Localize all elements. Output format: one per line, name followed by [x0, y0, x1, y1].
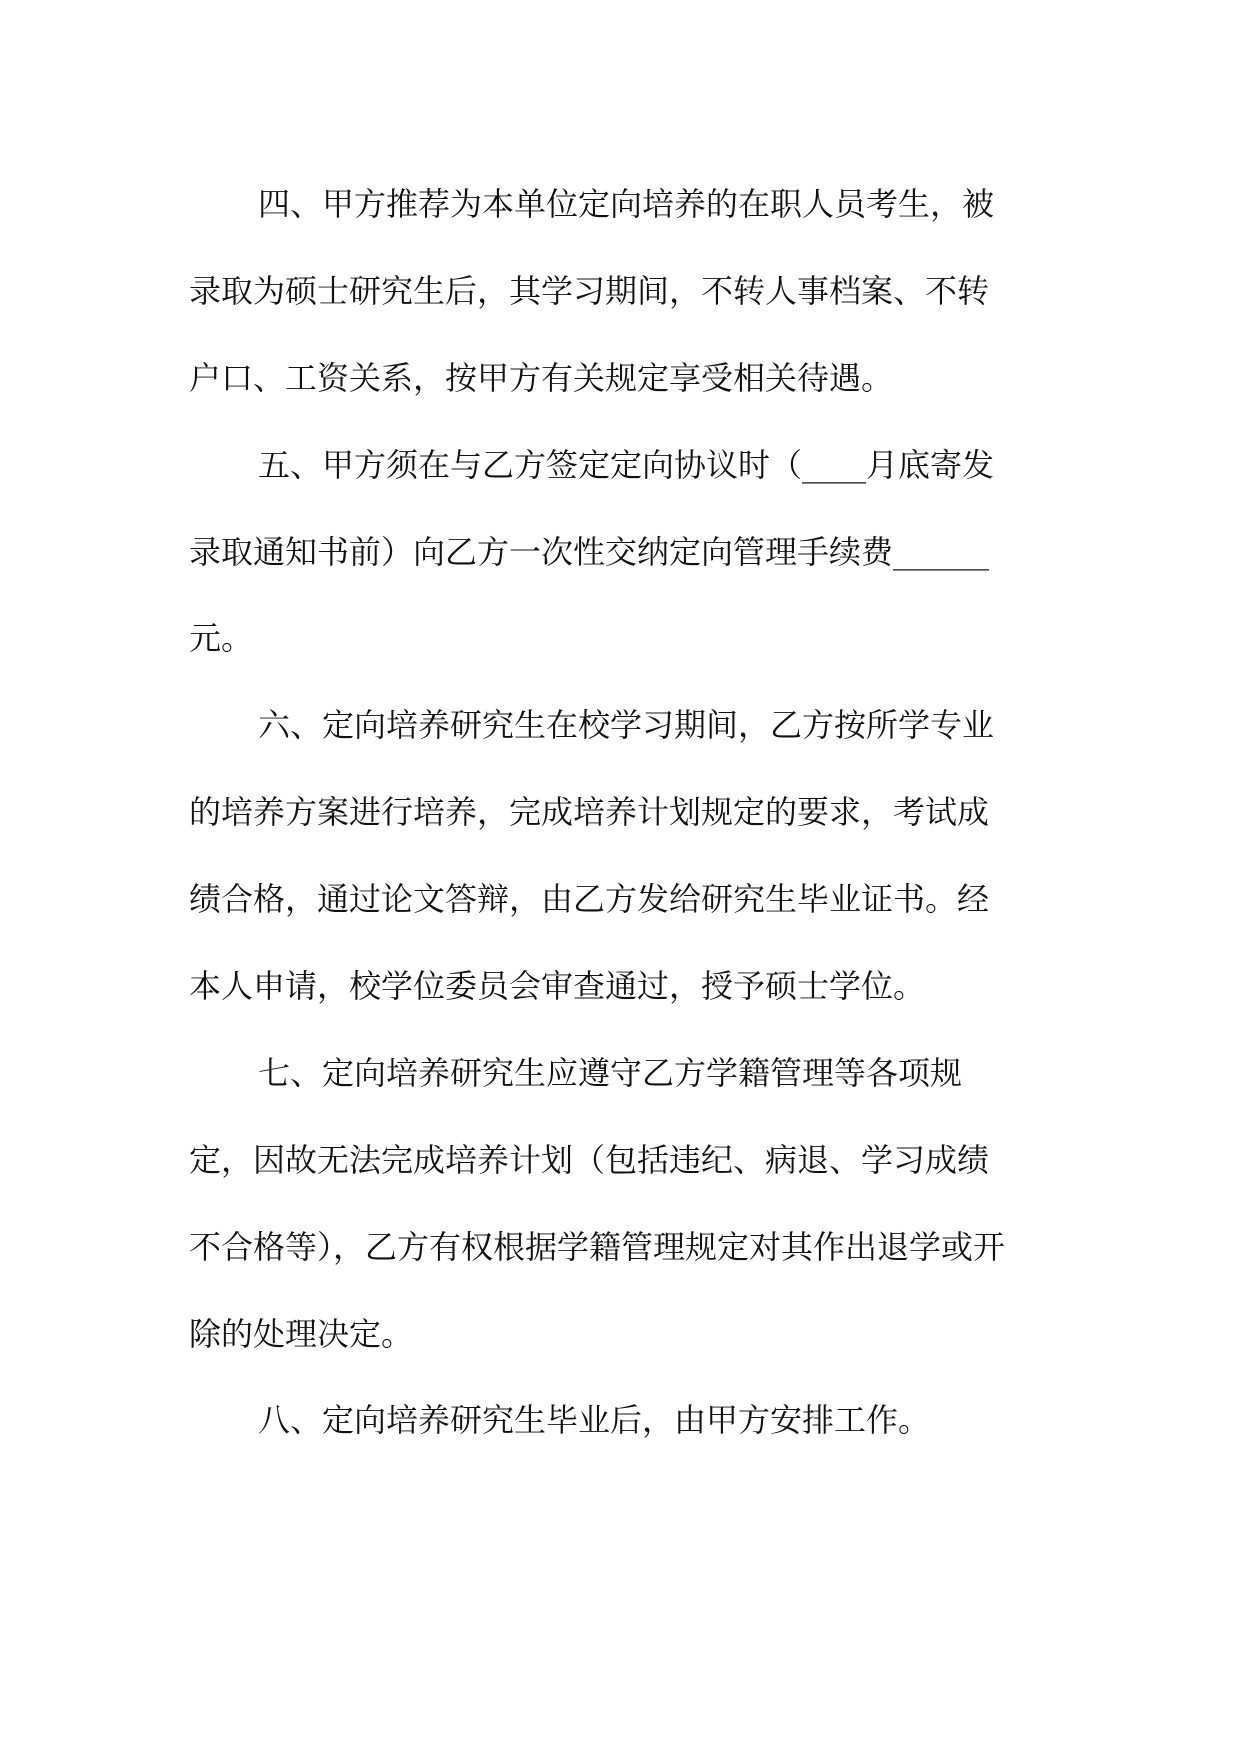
paragraph-4-line-1: 四、甲方推荐为本单位定向培养的在职人员考生，被 [258, 185, 995, 223]
paragraph-5-line-2: 录取通知书前）向乙方一次性交纳定向管理手续费______ [189, 533, 990, 571]
paragraph-6-line-2: 的培养方案进行培养，完成培养计划规定的要求，考试成 [189, 793, 990, 831]
paragraph-4-line-3: 户口、工资关系，按甲方有关规定享受相关待遇。 [189, 359, 894, 397]
paragraph-7-line-2: 定，因故无法完成培养计划（包括违纪、病退、学习成绩 [189, 1141, 990, 1179]
paragraph-7-line-1: 七、定向培养研究生应遵守乙方学籍管理等各项规 [258, 1054, 963, 1092]
paragraph-5-line-1: 五、甲方须在与乙方签定定向协议时（____月底寄发 [258, 446, 995, 484]
paragraph-7-line-4: 除的处理决定。 [189, 1315, 414, 1353]
paragraph-7-line-3: 不合格等），乙方有权根据学籍管理规定对其作出退学或开 [189, 1228, 1006, 1266]
paragraph-6-line-3: 绩合格，通过论文答辩，由乙方发给研究生毕业证书。经 [189, 880, 990, 918]
paragraph-5-line-3: 元。 [189, 619, 254, 657]
paragraph-6-line-1: 六、定向培养研究生在校学习期间，乙方按所学专业 [258, 706, 995, 744]
paragraph-4-line-2: 录取为硕士研究生后，其学习期间，不转人事档案、不转 [189, 272, 990, 310]
paragraph-8-line-1: 八、定向培养研究生毕业后，由甲方安排工作。 [258, 1401, 931, 1439]
paragraph-6-line-4: 本人申请，校学位委员会审查通过，授予硕士学位。 [189, 967, 926, 1005]
